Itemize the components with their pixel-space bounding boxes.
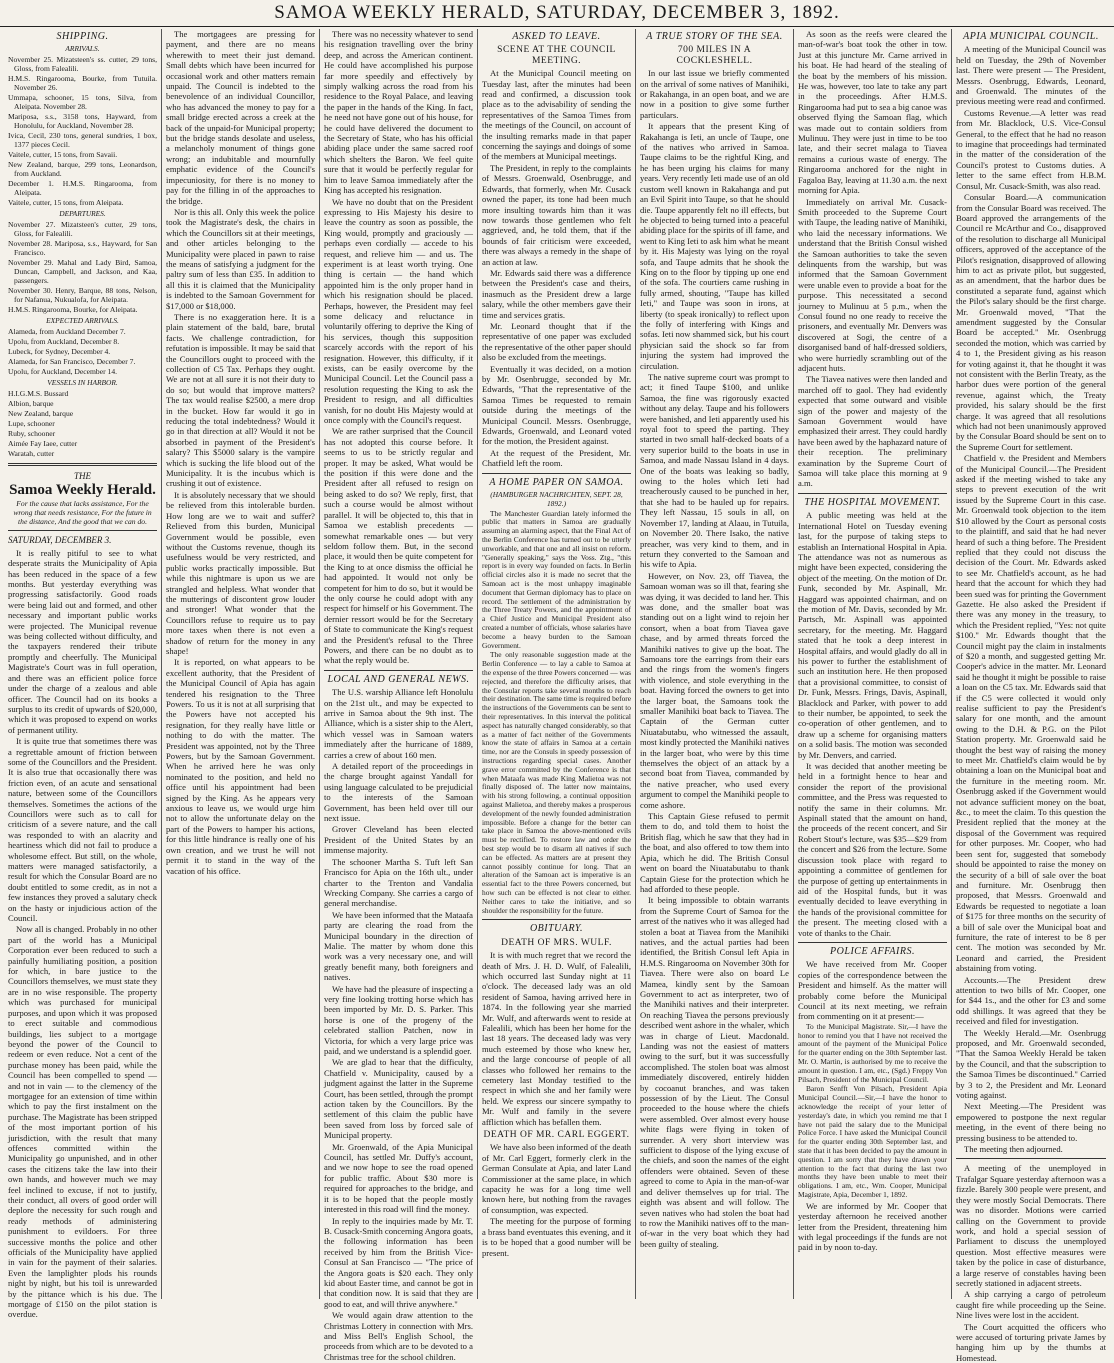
column-6 [794, 29, 952, 1299]
expected-heading: EXPECTED ARRIVALS. [46, 316, 119, 325]
column-7 [952, 29, 1110, 1363]
article-paragraph: We have received from Mr. Cooper copies of the correspondence between the President and himself. As the matter will probably come before the Municipal Council at its next meeting, we refrain from commenting on it at present:— [798, 959, 947, 1022]
divider [956, 1158, 1106, 1159]
article-heading: POLICE AFFAIRS. [830, 945, 915, 957]
local-news-heading: LOCAL AND GENERAL NEWS. [327, 673, 470, 685]
editorial-paragraph: Nor is this all. Only this week the police took the Magistrate's desk, the chairs in which the Councillors sit at their meetings, and other articles belonging to the Municipality were placed in pawn to raise the means of satisfying a judgment for the paltry sum of less than £35. In addition to all this it is claimed that the Municipality is indebted to the Samoan Government for $17,000 or $18,000. [166, 206, 315, 311]
article-paragraph: In our last issue we briefly commented on the arrival of some natives of Manihiki, or Rakahanga, in an open boat, and we are now in a position to give some further particulars. [640, 68, 789, 120]
arrivals-heading: ARRIVALS. [65, 44, 100, 54]
article-paragraph: Immediately on arrival Mr. Cusack-Smith proceeded to the Supreme Court with Taupe, the leading native of Manihiki, who laid the necessary informations. We understand that the British Consul wished the Samoan authorities to take the seven delinquents from the warship, but was informed that the Samoan Government were unable even to provide a boat for the purpose. This necessitated a second journey to Mulinuu at 5 p.m., when the Consul found no one ready to receive the prisoners, and eventually Mr. Denvers was discovered at Sogi, the centre of a disorganised band of half-dressed soldiers, who were hurriedly scrambling out of the adjacent huts. [798, 196, 947, 373]
article-paragraph: Next Meeting.—The President was empowered to postpone the next regular meeting, in the event of there being no pressing business to be attended to. [956, 1101, 1106, 1143]
editorial-paragraph: The mortgagees are pressing for payment, and there are no means wherewith to meet their just demand. Small debts which have been incurred for occasional work and other matters remain unpaid. The Council is indebted to the benevolence of an individual Councillor, who has advanced the money to pay for a small bridge erected across a creek at the back of the unpaid-for Municipal property; but the bridge stands desolate and useless, a melancholy monument of things gone wrong; an indubitable and mournfully emphatic evidence of the Council's impecuniosity, for there is no money to pay for the filling in of the approaches to the bridge. [166, 29, 315, 206]
article-paragraph: A public meeting was held at the International Hotel on Tuesday evening last, for the purpose of taking steps to establish an International Hospital in Apia. The attendance was not as numerous as might have been expected, considering the object of the meeting. On the motion of Dr. Funk, seconded by Mr. Aspinall, Mr. Haggard was appointed chairman, and on the motion of Mr. Davis, seconded by Mr. Partsch, Mr. Aspinall was appointed secretary, for the meeting. Mr. Haggard stated that he took a deep interest in Hospital affairs, and would gladly do all in his power to further the establishment of such an institution here. He then proposed that a provisional committee, to consist of Dr. Funk, Messrs. Frings, Davis, Aspinall, Blacklock and Parker, with power to add to their number, be appointed, to seek the co-operation of other gentlemen, and to draw up a scheme for organising matters on a solid basis. The motion was seconded by Mr. Denvers, and carried. [798, 510, 947, 760]
divider [324, 670, 473, 671]
article-paragraph: Chatfield v. the President and Members of the Municipal Council.—The President asked if the meeting wished to take any steps to prevent execution of the writ issued by the Supreme Court in this case. Mr. Groenwald took objection to the item $10 allowed by the Court as personal costs to the plaintiff, and said that he had never heard of such a thing before. The President replied that they could not discuss the decision of the Court. Mr. Edwards asked to see Mr. Chatfield's account, as he had heard that the account for which they had been sued was for printing the Government Gazette. He also asked the President if there was any money in the treasury, to which the President replied, "Yes: not quite $100." Mr. Edwards thought that the Council might pay the claim in instalments of $20 a month, and suggested getting Mr. Cooper's advice in the matter. Mr. Leonard said he thought it might be possible to raise a loan on the C5 tax. Mr. Edwards said that if the C5 were collected it would only realise sufficient to pay the President's salary for one month, and the amount owing to the D.H. & P.G. on the Pilot Station property. Mr. Groenwald said he thought the best way of raising the money to meet Mr. Chatfield's claim would be by obtaining a loan on the Municipal boat and the furniture in the meeting room. Mr. Osenbrugg asked if the Government would not advance sufficient money on the boat, &c., to meet the claim. To this question the President replied that the money at the disposal of the Government was required for other purposes. Mr. Cooper, who had been sent for, suggested that somebody should be appointed to raise the money on the security of a bill of sale over the boat and furniture. Mr. Osenbrugg then proposed, that Messrs. Groenwald and Edwards be requested to negotiate a loan of $175 for three months on the security of a bill of sale over the Municipal boat and furniture, the rate of interest to be 8 per cent. The motion was seconded by Mr. Leonard and carried, the President abstaining from voting. [956, 453, 1106, 974]
editorial-paragraph: Now all is changed. Probably in no other part of the world has a Municipal Corporation ever been reduced to such a painfully humiliating position, a position for which, in bare justice to the Councillors themselves, we must state they are in no wise responsible. The property which was purchased for municipal purposes, and upon which it was proposed to erect suitable and commodious buildings, lies subject to a mortgage beyond the power of the Council to redeem or even reduce. Not a cent of the purchase money has been paid, while the Council has been compelled to spend — and not in vain — to the clemency of the mortgagee for an extension of time within which to pay the first instalment on the purchase. The Magistrate has been stripped of the most important portion of his jurisdiction, with the result that many offences committed within the Municipality go unpunished, and in other cases the citizens take the law into their own hands, and however much we may feel inclined to excuse, if not to justify, their conduct, all overs of good order will deplore the necessity for such rough and ready methods of administering punishment to evildoers. For three successive months the police and other officials of the Municipality have applied in vain for the payment of their salaries. Even the lamplighter plods his rounds night by night, but his toil is unrewarded by the pittance which is his due. The mortgage of £150 on the pilot station is overdue. [8, 924, 157, 1320]
news-paragraph: In reply to the inquiries made by Mr. T. B. Cusack-Smith concerning Angora goats, the following information has been received by him from the British Vice-Consul at San Francisco — "The price of the Angora goats is $20 each. They only kid about Easter time, and cannot be got in that condition now. It is said that they are good to eat, and will thrive anywhere." [324, 1215, 473, 1309]
article-paragraph: At the Municipal Council meeting on Tuesday last, after the minutes had been read and confirmed, a discussion took place as to the advisability of sending the representatives of the Samoa Times from the meetings of the Council, on account of the insulting remarks made in that paper concerning the sayings and doings of some of the members at Municipal meetings. [482, 68, 631, 162]
masthead: SAMOA WEEKLY HERALD, SATURDAY, DECEMBER 3, 1892. [0, 0, 1114, 27]
editorial-paragraph: It is quite true that sometimes there was a regrettable amount of friction between some of the Councillors and the President. It is also true that occasionally there was friction even, of an acute and sensational nature, between some of the Councillors themselves. Sometimes the actions of the Councillors were such as to call for criticism of a severe nature, and the call was responded to with an alacrity and heartiness which did not fail to produce a wholesome effect. But still, on the whole, matters were managed satisfactorily, a result for which the Consular Board are no doubt entitled to some credit, as in not a few instances they proved a salutary check on the hasty or injudicious action of the Council. [8, 736, 157, 924]
list-item: Lubeck, for Sydney, December 4. [8, 346, 111, 356]
list-item: Waratah, cutter [8, 448, 55, 458]
list-item: Alameda, from Auckland December 7. [8, 326, 126, 336]
article-paragraph: Accounts.—The President drew attention to two bills of Mr. Cooper, one for $44 1s., and the other for £3 and some odd shillings. It was agreed that they be received and filed for investigation. [956, 974, 1106, 1027]
list-item: H.I.G.M.S. Bussard [8, 388, 69, 398]
article-paragraph: Consular Board.—A communication from the Consular Board was received. The Board approved the arrangements of the Council re McArthur and Co., disapproved of the resolution to discharge all Municipal officers, approved of the acceptance of the Pilot's resignation, disapproved of allowing him to act as private pilot, but suggested, as an amendment, that the harbor dues be constituted a separate fund, against which the Pilot's salary should be the first charge. Mr. Groenwald moved, "That the amendment suggested by the Consular Board be accepted." Mr. Osenbrugg seconded the motion, which was carried by 4 to 1, the President giving as his reason for voting against it, that he thought it was not consistent with the Berlin Treaty, as the harbor dues were portion of the general revenue, against which, the Treaty provided, his salary should be the first charge. It was agreed that all resolutions which had not been unanimously approved by the Consular Board should be sent on to the Supreme Court for settlement. [956, 192, 1106, 452]
editorial-paragraph: There was no necessity whatever to send his resignation travelling over the briny deep, and across the American continent. He could have accomplished his purpose far more speedily and effectively by simply walking across the road from his residence to the Royal Palace, and leaving the paper in the hands of the King. In fact, he need not have gone out of his house, for he could have delivered the document to the Secretary of State, who has his official abiding place under the same sacred roof which shelters the Baron. We feel quite sure that it would be perfectly regular for him to leave Samoa immediately after the King has accepted his resignation. [324, 29, 473, 196]
list-item: November 27. Mizatsteen's cutter, 29 tons, Gloss, for Falealili. [8, 220, 157, 238]
article-paragraph: It appears that the present King of Rakahanga is Ieti, an uncle of Taupe, one of the natives who arrived in Samoa. Taupe claims to be the rightful King, and he has been urging his claims for many years. Very recently Ieti made use of an old custom well known in Rakahanga and put an Evil Spirit into Taupe, so that he should die. Taupe apparently felt no ill effects, but he objected to being turned into a peaceful abiding place for the spirits of ill fame, and went to King Ieti to ask him what he meant by it. His Majesty was lying on the royal sofa, and Taupe admits that he shook the King on to the floor by tipping up one end of the sofa. The courtiers came rushing in fully armed, shouting, "Taupe has killed Ieti," and Taupe was soon in irons, at liberty (to speak ironically) to reflect upon the folly of interfering with Kings and sofas. Ieti now shammed sick, but his court physician said the shock so far from injuring the system had improved the circulation. [640, 121, 789, 371]
article-paragraph: A meeting of the Municipal Council was held on Tuesday, the 29th of November last. There were present — The President, Messrs. Osenbrugg, Edwards, Leonard, and Groenwald. The minutes of the previous meeting were read and confirmed. [956, 44, 1106, 107]
list-item: November 30. Henry, Barque, 88 tons, Nelson, for Nafanua, Nukualofa, for Aleipata. [8, 286, 157, 304]
news-paragraph: The Court acquitted the officers who were accused of torturing private James by hanging him up by the thumbs at Homestead. [956, 1321, 1106, 1363]
shipping-heading: SHIPPING. [56, 31, 109, 42]
paper-the: THE [73, 470, 91, 481]
article-paragraph: The President, in reply to the complaints of Messrs. Groenwald, Osenbrugge, and Edwards, that formerly, when Mr. Cusack owned the paper, its tone had been much more insulting towards him than it was now towards those gentlemen who felt aggrieved, and, he told them, that if the bounds of fair criticism were exceeded, there was always a remedy in the shape of an action at law. [482, 162, 631, 267]
article-heading: THE HOSPITAL MOVEMENT. [804, 496, 941, 508]
news-paragraph: Mr. Groenwald, of the Apia Municipal Council, has settled Mr. Duffy's account, and we now hope to see the road opened for public traffic. About $30 more is required for approaches to the bridge, and it is to be hoped that the people mostly interested in this road will find the money. [324, 1141, 473, 1215]
article-paragraph: It being impossible to obtain warrants from the Supreme Court of Samoa for the arrest of the natives who it was alleged had stolen a boat at Tiavea from the Manihiki natives, and the actual parties had been identified, the British Consul left Apia in H.M.S. Ringarooma on November 30th for Tiavea. There were also on board Le Mamea, kindly sent by the Samoan Government to act as interpreter, two of the Manihiki natives and their interpreter. On reaching Tiavea the persons previously described went ashore in the whaler, which was in charge of Lieut. Macdonald. Landing was not the easiest of matters owing to the surf, but it was successfully accomplished. The stolen boat was almost immediately discovered, entirely hidden by cocoanut branches, and was taken possession of by the Lieut. The Consul proceeded to the house where the chiefs were assembled. Over almost every house white flags were flying in token of surrender. A very short interview was sufficient to dispose of the lying excuse of the chiefs, and soon the names of the eight offenders were obtained. Seven of these agreed to come to Apia in the man-of-war and deliver themselves up for trial. The eighth was absent and will follow. The seven natives who had stolen the boat had to row the Manihiki natives off to the man-of-war in the very boat which they had been guilty of stealing. [640, 895, 789, 1249]
article-paragraph: At the request of the President, Mr. Chatfield left the room. [482, 447, 631, 469]
news-paragraph: We would again draw attention to the Christmas Lottery in connection with Mrs. and Miss Bell's English School, the proceeds from which are to be devoted to a Christmas tree for the school children. [324, 1310, 473, 1362]
obituary-subheading: DEATH OF MR. CARL EGGERT. [483, 1130, 630, 1141]
list-item: Vaitele, cutter, 15 tons, from Savaii. [8, 150, 118, 160]
list-item: Ummapa, schooner, 15 tons, Silva, from Aleipata. November 28. [8, 93, 157, 112]
list-item: December 1. H.M.S. Ringarooma, from Aleipata. [8, 179, 157, 198]
article-paragraph: Customs Revenue.—A letter was read from Mr. Blacklock, U.S. Vice-Consul General, to the effect that he had no reason to imagine that proceedings had terminated in the matter of the consideration of the Council's protest to Customs duties. A letter to the same effect from H.B.M. Consul, Mr. Cusack-Smith, was also read. [956, 107, 1106, 191]
news-paragraph: We have had the pleasure of inspecting a very fine looking trotting horse which has been imported by Mr. D. S. Parker. This horse is one of the progeny of the celebrated stallion Patchen, now in Victoria, for which a very large price was paid, and we understand is a splendid goer. [324, 983, 473, 1056]
list-item: Albion, barque [8, 398, 54, 408]
news-paragraph: The schooner Martha S. Tuft left San Francisco for Apia on the 16th ult., under charter to the Trenton and Vandalia Wrecking Company. She carries a cargo of general merchandise. [324, 856, 473, 909]
list-item: H.M.S. Ringarooma, Bourke, from Tutuila. November 26. [8, 74, 157, 93]
editorial-paragraph: We are rather surprised that the Council has not adopted this course before. It seems to us to be strictly regular and proper. It may be asked, What would be the position if this were done and the President after all refused to resign on being asked to do so? We reply, first, that such a course would be almost without parallel. It will be objected to, this that in Samoa we establish precedents — somewhat remarkable ones — but very seldom follow them. But, in the second place, it would then be quite competent for the King to at once dismiss the official he had appointed. It would not only be competent for him to do so, but it would be the only course he could adopt with any respect for himself or his Government. The dernier ressort would be for the Secretary of State to communicate the King's request and the President's refusal to the Three Powers, and there can be no doubt as to what the reply would be. [324, 426, 473, 666]
article-paragraph: It was decided that another meeting be held in a fortnight hence to hear and consider the report of the provisional committee, and the Press was requested to notify the same in their columns. Mr. Aspinall stated that the amount on hand, the proceeds of the recent concert, and Sir Robert Stout's lecture, was $35—$29 from the concert and $26 from the lecture. Some discussion took place with regard to appointing a committee of gentlemen for the purpose of getting up entertainments in aid of the Hospital funds, but it was eventually decided to leave everything in the hands of the provisional committee for the present. The meeting closed with a vote of thanks to the Chair. [798, 761, 947, 938]
article-paragraph: Mr. Edwards said there was a difference between the President's case and theirs, inasmuch as the President drew a large salary, while the other members gave their time and services gratis. [482, 267, 631, 320]
column-5 [636, 29, 794, 1299]
news-paragraph: We have been informed that the Mataafa party are clearing the road from the Municipal boundary in the direction of Malie. The matter by whom done this work was a very necessary one, and will greatly benefit many, both foreigners and natives. [324, 909, 473, 983]
list-item: New Zealand, barque [8, 408, 74, 418]
list-item: November 29. Mahal and Lady Bird, Samoa, Duncan, Campbell, and Jackson, and Kaa, passengers. [8, 258, 157, 285]
list-item: Alameda, for San Francisco, December 7. [8, 356, 136, 366]
article-paragraph: The Weekly Herald.—Mr. Osenbrugg proposed, and Mr. Groenwald seconded, "That the Samoa Weekly Herald be taken by the Council, and that the subscription to the Samoa Times be discontinued." Carried by 3 to 2, the President and Mr. Leonard voting against. [956, 1027, 1106, 1101]
edition-date: SATURDAY, DECEMBER 3. [8, 535, 112, 546]
list-item: Ivica, Cecil, 230 tons, general sundries, 1 box, 1377 pieces Cecil. [8, 131, 157, 150]
divider [798, 493, 947, 494]
column-4 [478, 29, 636, 1299]
editorial-paragraph: It is reported, on what appears to be excellent authority, that the President of the Municipal Council of Apia has again tendered his resignation to the Three Powers. To us it is not at all surprising that the Powers have not accepted his resignation, for they really have little or nothing to do with the matter. The President was appointed, not by the Three Powers, but by the Samoan Government. When he arrived here he was only nominated to the position, and held no office until his appointment had been signed by the King. As he appears very anxious to leave us, we would urge him not to allow the unfortunate delay on the part of the Powers to hamper his actions, for this little hindrance is really one of his own creation, and we trust he will not permit it to stand in the way of the vacation of his office. [166, 657, 315, 876]
list-item: Vaitele, cutter, 15 tons, from Aleipata. [8, 198, 124, 208]
article-heading: APIA MUNICIPAL COUNCIL. [963, 31, 1099, 42]
article-paragraph: Mr. Leonard thought that if the representative of one paper was excluded the representative of the other paper should also be excluded from the meetings. [482, 320, 631, 363]
news-paragraph: A detailed report of the proceedings in the charge brought against Yandall for using language calculated to be prejudicial to the interests of the Samoan Government, has been held over till our next issue. [324, 761, 473, 824]
article-paragraph: The only reasonable suggestion made at the Berlin Conference — to lay a cable to Samoa at the expense of the three Powers concerned — was rejected, and therefore the difficulty arises, that the Consular reports take several months to reach their destination. The same time is required before the instructions of the Governments can be sent to their representatives. In this interval the political aspect has naturally changed considerably, so that as a matter of fact neither of the Governments know the state of affairs in Samoa at a certain time, nor are the Consuls in speedy possession of instructions regarding special cases. Another grave error committed by the Conference is that when Mataafa was made King Malietoa was not finally disposed of. The latter now maintains, with his strong following, a continual opposition against Malietoa, and thereby makes a prosperous development of the newly founded administration impossible. Before a change for the better can take place in Samoa the above-mentioned evils must be rectified. To restore law and order the best step would be to disarm all natives if such can be effected. As matters are at present they cannot possibly continue for long. That an alteration of the Samoan act is imperative is an essential fact to the three Powers concerned, but how such can be effected is not clear to either. Neither cares to take the initiative, and so shoulder the responsibility for the future. [482, 650, 631, 915]
list-item: H.M.S. Ringarooma, Bourke, for Aleipata. [8, 305, 138, 314]
article-heading: A HOME PAPER ON SAMOA. [489, 476, 624, 488]
list-item: Upolu, from Auckland, December 8. [8, 336, 120, 346]
editorial-paragraph: It is absolutely necessary that we should be relieved from this intolerable burden. How long are we to wait and suffer? Relieved from this burden, Municipal Government would be possible, even without the Customs revenue, though its usefulness would be very restricted, and public works practically impossible. But while this nightmare is upon us we are strangled and helpless. What wonder that the mutterings of discontent grow louder and stronger! What wonder that the Councillors refuse to require us to pay more taxes when there is not even a shadow of return for the money in any shape! [166, 489, 315, 656]
divider [482, 919, 631, 920]
article-paragraph: Eventually it was decided, on a motion by Mr. Osenbrugge, seconded by Mr. Edwards, "That the representative of the Samoa Times be requested to remain outside during the meetings of the Municipal Council. Messrs. Osenbrugge, Edwards, Groenwald, and Leonard voted for the motion, the President against. [482, 363, 631, 447]
list-item: Aimée Fay Iaee, cutter [8, 438, 78, 448]
divider [798, 942, 947, 943]
editorial-paragraph: We have no doubt that on the President expressing to His Majesty his desire to leave the country as soon as possible, the King would, promptly and graciously — perhaps even cordially — accede to his request, and relieve him — and us. The experiment is at least worth trying. One thing is certain — the hand which appointed him is the only proper hand in which his resignation should be placed. Perhaps, however, the President may feel some delicacy and reluctance in voluntarily offering to deprive the King of his services, though this supposition scarcely accords with the report of his resignation. However, this difficulty, if it exists, can be easily overcome by the Municipal Council. Let the Council pass a resolution requesting the King to ask the President to resign, and all difficulties vanish, for no doubt His Majesty would at once comply with the Council's request. [324, 196, 473, 426]
column-2 [162, 29, 320, 1299]
obituary-paragraph: It is with much regret that we record the death of Mrs. J. H. D. Wulf, of Falealili, which occurred last Sunday night at 11 o'clock. The deceased lady was an old resident of Samoa, having arrived here in 1874. In the following year she married Mr. Wulf, and afterwards went to reside at Falealili, which has been her home for the last 18 years. The deceased lady was very much esteemed by those who knew her, and the large concourse of people of all classes who followed her remains to the cemetery last Monday testified to the respect in which she and her family were held. We express our sincere sympathy to Mr. Wulf and family in the severe affliction which has befallen them. [482, 950, 631, 1127]
paper-motto: For the cause that lacks assistance, For the wrong that needs resistance, For the future in the distance, And the good that we can do. [13, 499, 152, 527]
list-item: Lupe, schooner [8, 418, 55, 428]
news-paragraph: The meeting for the purpose of forming a brass band eventuates this evening, and it is to be hoped that a good number will be present. [482, 1216, 631, 1258]
article-paragraph: This Captain Giese refused to permit them to do, and told them to hoist the British flag, which he saw that they had in the boat, and also offered to tow them into Apia, which he did. The British Consul went on board the Niuatabutabu to thank Captain Giese for the protection which he had afforded to these people. [640, 811, 789, 894]
paper-title: Samoa Weekly Herald. [9, 482, 156, 498]
obituary-paragraph: We have also been informed of the death of Mr. Carl Eggert, formerly clerk in the German Consulate at Apia, and later Land Commissioner at the same place, in which capacity he was for a long time well known here, but nothing from the ravages of consumption, was expected. [482, 1142, 631, 1215]
article-paragraph: We are informed by Mr. Cooper that yesterday afternoon he received another letter from the President, threatening him with legal proceedings if the funds are not paid in by noon to-day. [798, 1200, 947, 1253]
column-1 [4, 29, 162, 1320]
list-item: Upolu, for Auckland, December 14. [8, 366, 118, 376]
letter-paragraph: Baron Senfft Von Pilsach, President Apia Municipal Council.—Sir,—I have the honor to acknowledge the receipt of your letter of yesterday's date, in which you remind me that I have not paid the salary due to the Municipal Police Force. I have asked the Municipal Council for the quarter ending 30th September last, and state that it has been decided to pay the amount in question. I am sorry that they have drawn your attention to the fact that during the last two months they have been unable to meet their obligations. I am, etc., Wm. Cooper, Municipal Magistrate, Apia, December 1, 1892. [798, 1084, 947, 1199]
article-paragraph: The native supreme court was prompt to act; it fined Taupe $100, and unlike Samoa, the fine was rigorously exacted without any delay. Taupe and his followers were banished, and Ieti apparently used his royal foot to speed the parting. They started in two small half-decked boats of a very superior build to the boats in use in Samoa, and made Nassau Island in 4 days. One of the boats was leaking so badly, owing to the holes which Ieti had treacherously caused to be punched in her, that she had to be hauled up for repairs. They left Nassau, 15 souls in all, on November 17, landing at Alaau, in Tutuila, on November 20. There Isako, the native preacher, was very kind to them, and in return they converted to the Samoan and his wife to Apia. [640, 372, 789, 570]
column-3 [320, 29, 478, 1362]
article-subheading: SCENE AT THE COUNCIL MEETING. [497, 45, 616, 66]
news-paragraph: A meeting of the unemployed in Trafalgar Square yesterday afternoon was a fizzle. Barely 300 people were present, and they were mostly Social Democrats. There was no disorder. Motions were carried calling on the Government to provide work, and hold a special session of Parliament to discuss the unemployed question. Most effective measures were taken by the police in case of disturbance, a large reserve of constables having been secretly stationed in adjacent streets. [956, 1163, 1106, 1288]
news-paragraph: The U.S. warship Alliance left Honolulu on the 21st ult., and may be expected to arrive in Samoa about the 9th inst. The Alliance, which is a sister ship to the Alert, which vessel was in Samoan waters immediately after the hurricane of 1889, carries a crew of about 160 men. [324, 687, 473, 760]
list-item: New Zealand, barque, 299 tons, Leonardson, from Auckland. [8, 160, 157, 179]
article-paragraph: However, on Nov. 23, off Tiavea, the Samoan woman was so ill that, fearing she was dying, it was decided to land her. This was done, and the smaller boat was standing out on a light wind to rejoin her consort, when a boat from Tiavea gave chase, and by armed threats forced the Manihiki natives to give up the boat. The Samoans tore the earrings from their ears and the rings from the women's fingers with violence, and stole everything in the boat. Having forced the owners to get into the larger boat, the Samoans took the smaller Manihiki boat back to Tiavea. The Captain of the German cutter Niuatabutabu, who witnessed the assault, most kindly protected the Manihiki natives in the larger boat, who were by this time themselves the object of an attack by a second boat from Tiavea, commanded by the native preacher, who used every argument to compel the Manihiki people to come ashore. [640, 570, 789, 810]
letter-paragraph: To the Municipal Magistrate. Sir,—I have the honor to remind you that I have not received the amount of the payment of the Municipal Police for the quarter ending on the 30th September last. Mr. O. Martin, is authorised by me to receive the amount in question. I am, etc., (Sgd.) Freppy Von Pilsach, President of the Municipal Council. [798, 1021, 947, 1084]
article-heading: ASKED TO LEAVE. [512, 31, 601, 42]
divider [482, 473, 631, 474]
article-paragraph: The Tiavea natives were then landed and marched off to gaol. They had evidently expected that some outward and visible sign of the power and majesty of the Samoan Government would have emphasized their arrest. They could hardly have been awed by the haphazard nature of their reception. The preliminary examination by the Supreme Court of Samoa will take place this morning at 9 a.m. [798, 374, 947, 489]
news-paragraph: Grover Cleveland has been elected President of the United States by an immense majority. [324, 824, 473, 856]
editorial-paragraph: It is really pitiful to see to what desperate straits the Municipality of Apia has been reduced in the space of a few months. But yesterday everything was progressing satisfactorily. Good roads were being laid out and formed, and other necessary and important public works were projected. The Municipal revenue was being collected without difficulty, and the taxpayers rendered their tribute promptly and cheerfully. The Municipal Magistrate's Court was in full operation, and there was an efficient police force under the charge of a zealous and able officer. The Council had on its books a surplus to its credit of upwards of $20,000, which it was proposed to expend on works of permanent utility. [8, 547, 157, 735]
obituary-heading: OBITUARY. [529, 923, 584, 935]
obituary-subheading: DEATH OF MRS. WULF. [501, 937, 612, 948]
article-subheading: 700 MILES IN A COCKLESHELL. [676, 45, 753, 66]
list-item: November 25. Mizatsteen's ss. cutter, 29 tons, Gloss, from Falealili. [8, 55, 157, 74]
article-source: (HAMBURGER NACHRICHTEN, SEPT. 28, 1892.) [490, 490, 623, 508]
page-columns [0, 27, 1114, 1363]
article-heading: A TRUE STORY OF THE SEA. [646, 31, 783, 42]
editorial-paragraph: There is no exaggeration here. It is a plain statement of the bald, bare, brutal facts. We challenge contradiction, for refutation is impossible. It may be said that the Councillors ought to proceed with the collection of C5 Tax. Perhaps they ought. We are not at all sure it is not their duty to do so; but would that improve matters? The tax would realise $2500, a mere drop in the bucket. How far would it go in reducing the total indebtedness? Would it go in that direction at all? Would it not be absorbed in payment of the President's salary? This $5000 salary is the vampire which is sucking the life blood out of the Municipality. It is the incubus which is crushing it out of existence. [166, 311, 315, 489]
departures-heading: DEPARTURES. [59, 209, 106, 219]
article-paragraph: The Manchester Guardian lately informed the public that matters in Samoa are gradually assuming an alarming aspect, that the Final Act of the Berlin Conference has turned out to be utterly unworkable, and that one and all insist on reform. "Generally speaking," says the Voss. Ztg., "this report is in every way founded on facts. In Berlin official circles also it is made no secret that the Samoan act is the most unhappy imaginable document that German diplomacy has to place on record. The settlement of the administration by the Three Treaty Powers, and the appointment of a Chief Justice and Municipal President also created a number of officials, whose salaries have become a heavy burden to the Samoan Government. [482, 508, 631, 650]
divider [8, 463, 157, 466]
article-paragraph: As soon as the reefs were cleared the man-of-war's boat took the other in tow. Just at this juncture Mr. Carne arrived in his boat. He had heard of the stealing of the boat by the members of his mission. He was, however, too late to take any part in the proceedings. After H.M.S. Ringarooma had put to sea a big canoe was observed flying the Samoan flag, which was made out to contain soldiers from Mulinuu. They were just in time to be too late, and their secret malaga to Tiavea remains a curious waste of energy. The Ringarooma anchored for the night in Fagaloa Bay, leaving at 11.30 a.m. the next morning for Apia. [798, 29, 947, 196]
article-paragraph: The meeting then adjourned. [964, 1144, 1063, 1155]
list-item: Mariposa, s.s., 3158 tons, Hayward, from Honolulu, for Auckland, November 28. [8, 112, 157, 131]
news-paragraph: A ship carrying a cargo of petroleum caught fire while proceeding up the Seine. Nine lives were lost in the accident. [956, 1289, 1106, 1321]
harbor-heading: VESSELS IN HARBOR. [47, 377, 118, 387]
news-paragraph: We are glad to hear that the difficulty, Chatfield v. Municipality, caused by a judgment against the latter in the Supreme Court, has been settled, through the prompt action taken by the Councillors. By the settlement of this claim the public have been saved from loss by forced sale of Municipal property. [324, 1057, 473, 1141]
list-item: November 28. Mariposa, s.s., Hayward, for San Francisco. [8, 239, 157, 257]
list-item: Ruby, schooner [8, 428, 56, 438]
divider [8, 530, 157, 531]
